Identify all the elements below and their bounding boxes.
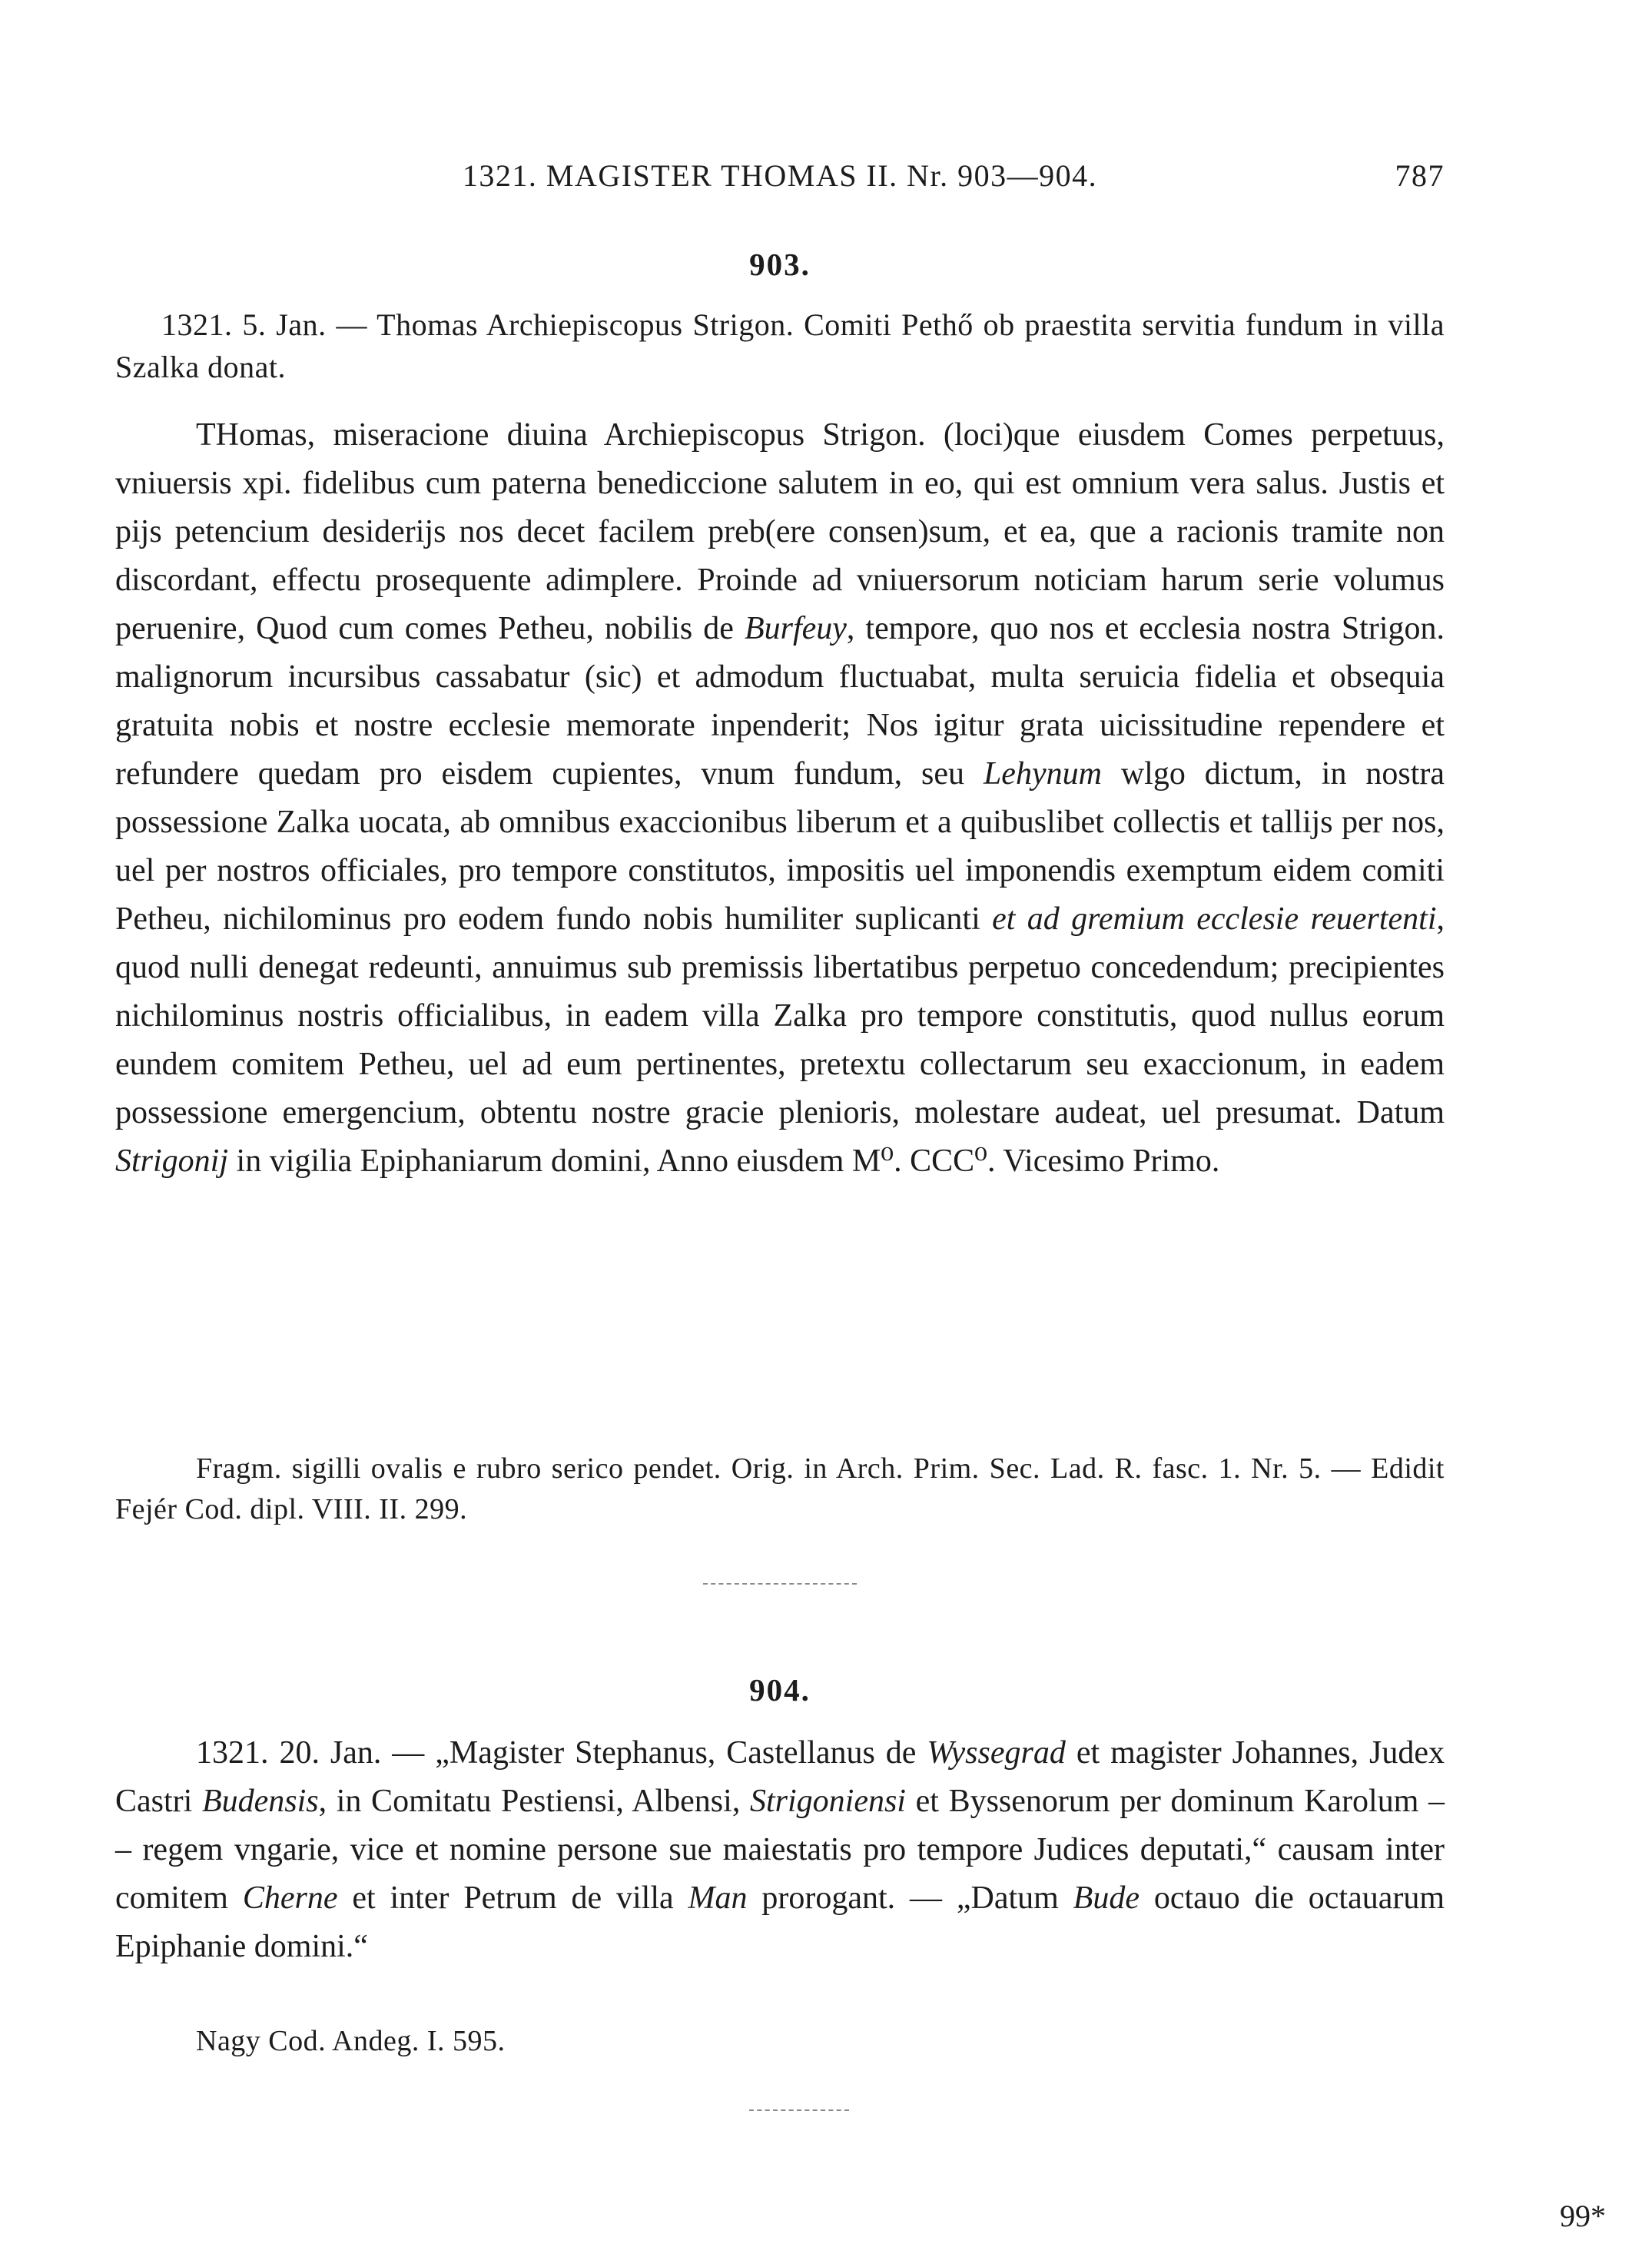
separator-rule-end xyxy=(749,2109,849,2111)
doc-904-text-part-2: et magister Johannes, Judex Castri xyxy=(115,1735,1445,1819)
doc-903-text-part-1: THomas, miseracione diuina Archiepiscopus Strigon. (loci)que eiusdem Comes perpetuus, vniuersis xpi. fidelibus cum paterna benediccione salutem in eo, qui est omnium vera salus. Justis et pijs petencium desiderijs nos decet facilem preb(ere consen)sum, et ea, que a racionis tramite non discordant, effectu prosequente adimplere. Proinde ad vniuersorum noticiam harum serie volumus peruenire, Quod cum comes Petheu, nobilis de xyxy=(115,417,1445,646)
doc-904-text xyxy=(115,1729,1445,1971)
doc-904-text-part-5: et inter Petrum de villa xyxy=(352,1880,674,1916)
doc-904-place-name-bude: Bude xyxy=(1073,1880,1139,1916)
doc-903-term-lehynum: Lehynum xyxy=(983,756,1102,792)
doc-904-place-name-man: Man xyxy=(688,1880,748,1916)
doc-904-person-name-cherne: Cherne xyxy=(242,1880,338,1916)
page-number: 787 xyxy=(1395,158,1445,193)
doc-903-source-note: Fragm. sigilli ovalis e rubro serico pendet. Orig. in Arch. Prim. Sec. Lad. R. fasc. 1. Nr. 5. — Edidit Fejér Cod. dipl. VIII. II. 299. xyxy=(115,1452,1445,1525)
doc-904-place-name-budensis: Budensis xyxy=(201,1784,319,1819)
separator-rule xyxy=(703,1583,857,1585)
doc-904-text-part-4: et Byssenorum per dominum Karolum – – regem vngarie, vice et nomine persone sue maiestatis pro tempore Judices deputati,“ causam inter comitem xyxy=(115,1784,1445,1916)
doc-903-number: 903. xyxy=(749,247,811,282)
page xyxy=(115,0,1445,2267)
running-header xyxy=(115,158,1445,204)
signature-mark: 99* xyxy=(1560,2199,1606,2233)
doc-903-text-part-2: , tempore, quo nos et ecclesia nostra Strigon. malignorum incursibus cassabatur (sic) et admodum fluctuabat, multa seruicia fidelia et obsequia gratuita nobis et nostre ecclesie memorate inpenderit; Nos igitur grata uicissitudine rependere et refundere quedam pro eisdem cupientes, vnum fundum, seu xyxy=(115,611,1445,792)
doc-903-text-part-4: , quod nulli denegat redeunti, annuimus sub premissis libertatibus perpetuo concedendum; precipientes nichilominus nostris officialibus, in eadem villa Zalka pro tempore constitutis, quod nullus eorum eundem comitem Petheu, uel ad eum pertinentes, pretextu collectarum seu exaccionum, in eadem possessione emergencium, obtentu nostre gracie plenioris, molestare audeat, uel presumat. Datum xyxy=(115,901,1445,1130)
doc-903-place-name-burfeuy: Burfeuy xyxy=(744,611,847,646)
doc-903-place-name-strigonij: Strigonij xyxy=(115,1143,229,1179)
doc-903-emendation: et ad gremium ecclesie reuertenti xyxy=(992,901,1437,937)
doc-904-text-part-6: prorogant. — „Datum xyxy=(761,1880,1059,1916)
doc-904-source-note: Nagy Cod. Andeg. I. 595. xyxy=(196,2025,506,2057)
doc-904-text-part-3: , in Comitatu Pestiensi, Albensi, xyxy=(318,1784,741,1819)
doc-904-text-part-1: 1321. 20. Jan. — „Magister Stephanus, Castellanus de xyxy=(196,1735,917,1771)
doc-903-regest: 1321. 5. Jan. — Thomas Archiepiscopus Strigon. Comiti Pethő ob praestita servitia fundum in villa Szalka donat. xyxy=(115,307,1445,384)
doc-904-place-name-wyssegrad: Wyssegrad xyxy=(927,1735,1066,1771)
doc-903-text-part-5: in vigilia Epiphaniarum domini, Anno eiusdem M⁰. CCC⁰. Vicesimo Primo. xyxy=(236,1143,1220,1179)
doc-904-text-part-7: octauo die octauarum Epiphanie domini.“ xyxy=(115,1880,1445,1964)
running-title: 1321. MAGISTER THOMAS II. Nr. 903—904. xyxy=(462,158,1098,193)
doc-903-text-part-3: wlgo dictum, in nostra possessione Zalka uocata, ab omnibus exaccionibus liberum et a quibuslibet collectis et tallijs per nos, uel per nostros officiales, pro tempore constitutos, impositis uel imponendis exemptum eidem comiti Petheu, nichilominus pro eodem fundo nobis humiliter suplicanti xyxy=(115,756,1445,937)
doc-904-number: 904. xyxy=(749,1672,811,1708)
doc-903-text xyxy=(115,411,1445,1186)
doc-904-place-name-strigoniensi: Strigoniensi xyxy=(749,1784,906,1819)
